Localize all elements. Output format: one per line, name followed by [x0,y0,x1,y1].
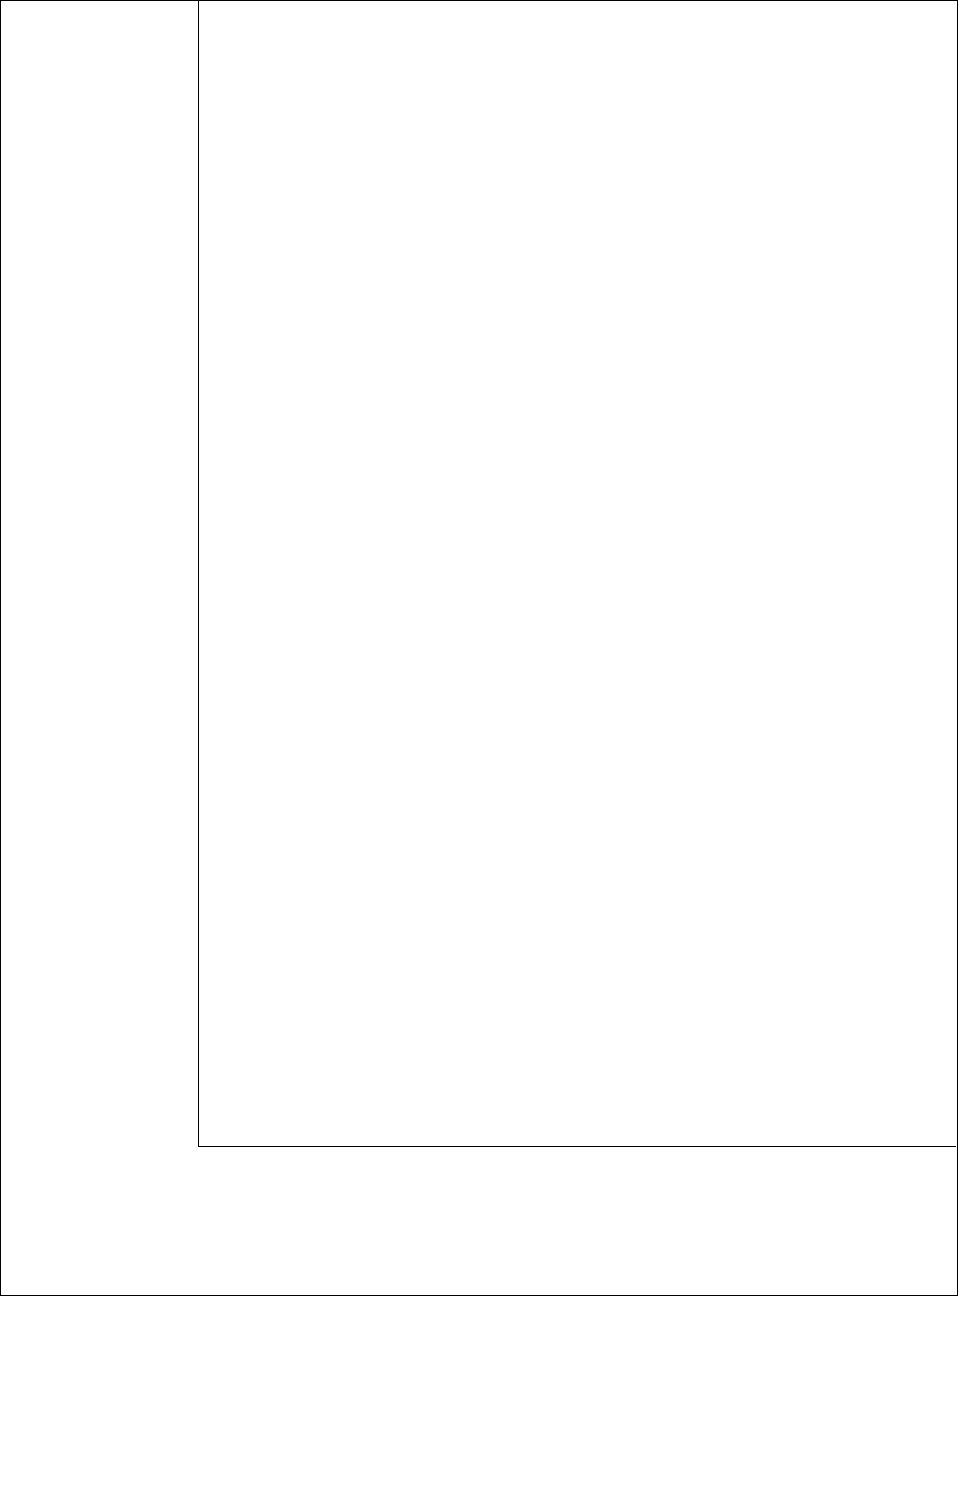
column-divider [198,0,199,1147]
section-heading [10,1324,68,1345]
table-bottom-rule [198,1146,956,1147]
